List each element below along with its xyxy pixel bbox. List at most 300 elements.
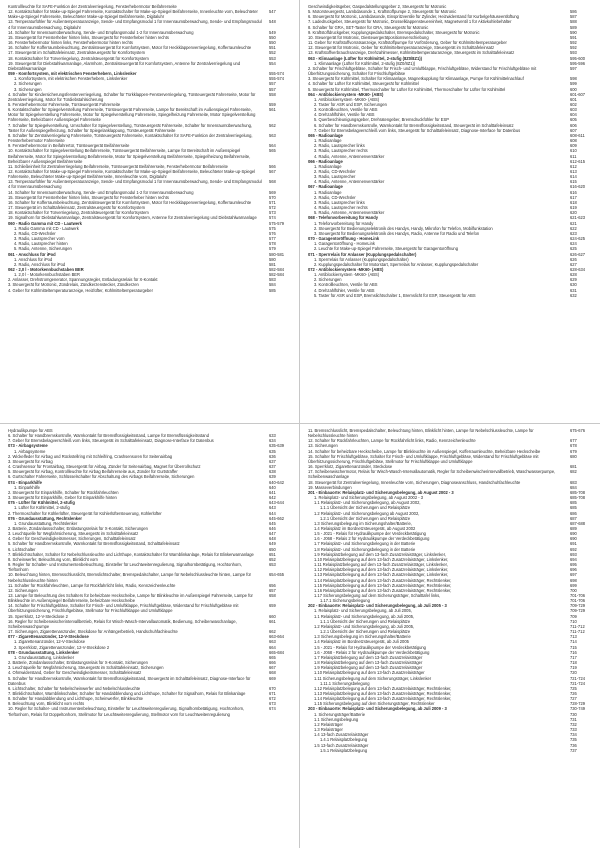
entry-text: 1.4.1 Relaisplatzbelegung [320,737,368,743]
entry-text: 1.17.1 Sicherungsbelegung [320,598,370,604]
entry-page-number: 690 [570,531,577,537]
entry-page-number: 576 [269,230,276,236]
entry-page-number: 634 [269,438,276,444]
entry-text: 3. Kontrollleuchten, Ventile für ABS [314,282,378,288]
entry-text: 6. Steuergerät für Motronic, Lambdasonde, Einspritzventile für Zylinder, Heizwiderstand für Kurbelgehäuseentlüftung [308,14,519,20]
index-entry [8,706,291,716]
entry-text: 2. Thermoschalter für Kühlerlüfter, Steuergerät für Kühlerlüftersteuerung, Kühlerlüfter [8,510,162,516]
entry-text: 3. Radio, Lautsprecher [314,174,356,180]
entry-text: 1.1.1 Übersicht der Sicherungen und Relaisplätze [320,505,411,511]
entry-page-number: 645-662 [269,515,285,521]
entry-page-number: 552 [269,50,276,56]
entry-page-number: 582-584 [269,266,285,272]
entry-text: 1.17 Sicherungsbelegung auf dem Sicherungsträger, Schalttafel links, [314,593,441,598]
entry-page-number: 593 [570,50,577,56]
entry-text: 1. Einparkhilfe [14,484,40,490]
entry-page-number: 665 [269,654,276,660]
entry-text: 4. Drehzahlfühler, Ventile für ABS [314,287,375,293]
entry-page-number: 601-607 [570,91,586,97]
entry-page-number: 554 [269,60,276,66]
entry-text: 13. Temperaturfühler für Außentemperaturanzeige, Sende- und Empfangsmodul 1 für Innenraumüberwachung, Sende- und Empfangsmodul 4 für Innenraumüberwachung [8,179,262,190]
entry-text: 3. Steuergerät für Kühlmittel, Schalter für Klimaanlage, Magnetkupplung für Klimaanlage, Pumpe für Kühlmittelnachlauf [308,76,524,82]
entry-text: 13. Lampe für Beleuchtung des Schalters für beheizbare Heckscheibe, Lampe für Blinkleuchte im Außenspiegel Fahrerseite, Lampe für Blinkleuchte im Außenspiegel Beifahrerseite, beheizbare Heckscheibe [8,593,253,604]
entry-text: 2. Radio, Anschluss für iPod [14,261,66,267]
entry-page-number: 632 [570,292,577,298]
entry-page-number: 694 [570,556,577,562]
entry-page-number: 698 [570,577,577,583]
entry-page-number: 669 [269,675,276,681]
entry-page-number: 662 [269,629,276,635]
entry-page-number: 603 [570,107,577,113]
entry-page-number: 604 [570,112,577,118]
entry-page-number: 648 [269,536,276,542]
entry-text: 1. 2,0 l - Motorkennbuchstaben BER [14,272,80,278]
entry-text: 11. Bremsschlusslicht, Bremspedalschalter, Beleuchtung hinten, Blinklicht hinten, Lampe für Nebelschlussleuchte, Lampe für Nebelschlussleuchte hinten [308,428,534,439]
entry-page-number: 699 [570,582,577,588]
entry-text: 3. Steuergerät für Bedienungselektronik des Handys, Radio, Antenne für Radio und Telefon [314,230,480,236]
index-entry [308,469,592,479]
entry-page-number: 590 [570,29,577,35]
entry-page-number: 637 [269,458,276,464]
entry-page-number: 619 [570,205,577,211]
entry-page-number: 549 [269,29,276,35]
entry-text: 5. Radio, Antenne, Antennenverstärker [314,210,385,216]
entry-page-number: 562 [269,122,276,128]
entry-page-number: 653 [269,562,276,568]
entry-text: 2. Radio, CD-Wechsler [14,230,56,236]
entry-page-number: 592 [570,45,577,51]
index-entry [8,133,291,143]
entry-text: 1.2 Relaisträger [314,721,343,727]
index-entry [8,676,291,686]
entry-page-number: 684 [570,484,577,490]
entry-page-number: 689 [570,525,577,531]
index-entry [8,179,291,189]
entry-text: 4. Radio, Lautsprecher hinten [14,241,68,247]
entry-page-number: 695 [570,562,577,568]
entry-page-number: 686 [570,510,577,516]
entry-page-number: 650 [269,546,276,552]
entry-text: 1. Grundausstattung, Linkslenker [14,654,75,660]
entry-text: 2. Batterie, Zündanlassschalter, Entlastungsrelais für X-Kontakt, Sicherungen [8,525,148,531]
entry-page-number: 691 [570,541,577,547]
entry-page-number: 612-615 [570,158,586,164]
entry-page-number: 656 [269,582,276,588]
entry-text: 11. Schließeinheit für Zentralverriegelung Beifahrerseite, Türsteuergerät Beifahrerseite, Fensterhebermotor Beifahrerseite [8,163,228,169]
entry-text: 18. Kontaktschalter für Türverriegelung, Zentralsteuergerät für Komfortsystem [8,55,149,61]
entry-text: 15. Steuergerät für Fensterheber hinten links, Steuergerät für Fensterheber hinten rechts [8,194,169,200]
entry-page-number: 587 [570,14,577,20]
entry-page-number: 718 [570,660,577,666]
entry-page-number: 629 [570,277,577,283]
entry-text: 8. Schalter für GRA, SET-Taster für GRA, Steuergerät für Motronic [308,24,429,30]
entry-text: 5. Steuergerät für Kühlmittel, Thermoschalter für Lüfter für Kühlmittel, Thermoschalter für Lüfter für Kühlmittel [308,86,506,92]
entry-page-number: 720 [570,670,577,676]
entry-text: 5. Schalter für Handbremskontrolle, Warnkontakt für Bremsflüssigkeitsstand, Steuergerät im Schalttafeleinsatz, Diagnose-Interface für Datenbus [8,675,251,686]
entry-page-number: 659 [269,603,276,609]
entry-page-number: 642 [269,495,276,501]
entry-text: 2. Steuergerät für Bedienungselektronik des Handys, Handy, Mikrofon für Telefon, Mobilfunkstation [314,225,493,231]
entry-text: 4. Radio, Antenne, Antennenverstärker [314,153,385,159]
entry-page-number: 687 [570,515,577,521]
entry-page-number: 657 [269,587,276,593]
entry-page-number: 701-706 [570,593,586,598]
entry-page-number: 611 [570,153,577,159]
entry-page-number: 700 [570,587,577,593]
index-entry [8,593,291,603]
entry-page-number: 548 [269,19,276,25]
entry-page-number: 616 [570,189,577,195]
entry-text: 16. Schalter für Kofferraumbeleuchtung, Zentralsteuergerät für Komfortsystem, Motor für Heckklappenverriegelung, Kofferraumleuchte [8,45,252,51]
entry-text: 1. Radioanlage [314,189,342,195]
entry-text: 2. Anlasser, Drehstromgenerator, Spannungsregler, Entladungsrelais für X-Kontakt [8,277,158,283]
entry-page-number: 561 [269,107,276,113]
entry-page-number: 685 [570,500,577,506]
entry-text: 1.7 Relaisplatz- und Sicherungsbelegung in der Batterie [314,541,416,547]
entry-page-number: 726 [570,690,577,696]
entry-text: 1. Antiblockiersystem -MK60- (ABS) [314,272,380,278]
entry-text: 1. Airbagsysteme [14,448,46,454]
entry-page-number: 660 [269,613,276,619]
entry-page-number: 613 [570,169,577,174]
entry-page-number: 575-579 [269,220,285,226]
entry-text: 12. Kontaktschalter für Make-up-Spiegel Fahrerseite, Kontaktschalter für Make-up-Spiegel Beifahrerseite, Innenleuchte vorn, Beleuchteter Make-up-Spiegel Fahrerseite, Beleuchteter Make-up-Spiegel Beifahrerseite, Digitaluhr [8,9,258,20]
entry-text: 15. Schalter für Frischluftgebläse, Schalter für Frisch- und Umluftklappe, Frischluftgebläse, Widerstand für Frischluftgebläse mit Überhitzungssicherung, Frischluftgebläse, Stellmotor für Frischluftklappe und Umluftklappe [308,453,539,464]
entry-text: 15. Sperrklotz, 12-V-Steckdose 2 [8,613,68,619]
entry-page-number: 557 [269,86,276,92]
entry-text: 4. Drehzahlfühler, Ventile für ABS [314,112,375,118]
entry-text: 8. Scheinwerfer, Beleuchtung vorn, Blinklicht vorn [8,556,98,562]
entry-text: 6. Schalter für Handbremskontrolle, Warnkontakt für Bremsflüssigkeitsstand, Lampe für Bremsflüssigkeitsstand [8,433,209,439]
quadrant-top-left [0,0,300,424]
entry-page-number: 710 [570,618,577,624]
entry-text: 1.14 Relaisplatzbelegung auf dem 13-fach Zusatzrelaisträger, Rechtslenker, [314,696,452,702]
quadrant-bottom-left [0,424,300,848]
entry-text: 10. Regler für Schalter- und Instrumentenbeleuchtung, Einsteller für Leuchtweitenregulierung, Signalhornbetätigung, Hochtonhorn, Tieftonhorn, Relais für Doppeltonhorn, Stellmotor für Leuchtweitenregulierung, Stellmotor vorn für Leuchtweitenregulierung [8,706,245,717]
entry-page-number: 674 [269,706,276,712]
entry-page-number: 578 [269,241,276,247]
entry-page-number: 612 [570,163,577,169]
entry-text: 1.15 Relaisplatzbelegung auf dem 13-fach Zusatzrelaisträger, Rechtslenker, [314,582,452,588]
entry-page-number: 628 [570,272,577,278]
entry-page-number: 628-634 [570,266,586,272]
entry-text: 2. Batterie, Zündanlassschalter, Entlastungsrelais für X-Kontakt, Sicherungen [8,660,148,666]
entry-text: 17. Steuergerät im Schalttafeleinsatz, Zentralsteuergerät für Komfortsystem [8,205,145,211]
entry-text: 1.13 Relaisplatzbelegung auf dem 13-fach Zusatzrelaisträger, Linkslenker, [314,572,449,578]
entry-text: 6. Gurtschalter Fahrerseite, Schlüsselschalter für Abschaltung des Airbags Beifahrerseite, Sicherungen [8,474,195,480]
entry-text: 16. Sperrklotz, Zigarettenanzünder, Steckdose [308,464,393,470]
entry-page-number: 730-749 [570,706,586,712]
entry-text: 1.2 Relaisplatz- und Sicherungsbelegung ab August 2002, [314,510,420,516]
entry-text: 3. Radio, Lautsprecher links [314,199,365,205]
quadrant-top-right [300,0,600,424]
entry-page-number: 581 [269,261,276,267]
entry-page-number: 709-729 [570,603,586,609]
entry-text: 078 - Grundausstattung, Linkslenker [8,649,79,655]
entry-page-number: 582-584 [269,272,285,278]
entry-text: 10. Beleuchtung hinten, Bremsschlusslicht, Bremslichtschalter, Bremspedalschalter, Lampe für Nebelschlussleuchte hinten, Lampe für Nebelschlussleuchte hinten [8,572,252,583]
entry-page-number: 601 [570,96,577,102]
index-entry [8,107,291,122]
entry-page-number: 731 [570,716,577,722]
entry-text: 1. Radio Gamma mit CD - Lautwerk [14,225,79,231]
entry-text: 7. Geber für Bremsbelagverschleiß vorn links, Steuergerät für Schalttafeleinsatz, Diagnose-Interface für Datenbus [314,127,521,133]
entry-text: 14. Schalter für beheizbare Heckscheibe, Lampe für Blinkleuchte im Außenspiegel, Kofferraumleuchte, Beheizbare Heckscheibe [308,448,541,454]
entry-page-number: 617 [570,194,577,200]
entry-page-number: 673 [269,701,276,707]
entry-text: 077 - Zigarettenanzünder, 12-V-Steckdose [8,634,89,640]
entry-text: 3. Radio, Lautsprecher rechts [314,148,368,154]
entry-text: 1.15 Sicherungsbelegung auf dem Sicherungsträger, Rechtslenker [314,701,435,707]
index-entry [8,572,291,582]
entry-page-number: 624-625 [570,236,586,242]
entry-text: 12. Kontaktschalter für Make-up-Spiegel Fahrerseite, Kontaktschalter für Make-up-Spiegel Beifahrerseite, Beleuchteter Make-up-Spiegel Fahrerseite, Beleuchteter Make-up-Spiegel Beifahrerseite, Innenleuchte vorn, Digitaluhr [8,169,256,180]
entry-page-number: 639 [269,474,276,480]
entry-text: 1.10 Relaisplatzbelegung auf dem 13-fach Zusatzrelaisträger [314,670,425,676]
entry-page-number: 592 [570,40,577,46]
quadrant-bottom-right [300,424,600,848]
entry-page-number: 652 [269,556,276,562]
entry-page-number: 627 [570,261,577,267]
entry-text: 1.3 Sicherungsbelegung im Sicherungshalter/Batterie, [314,520,412,526]
entry-page-number: 685-708 [570,495,586,501]
entry-page-number: 600 [570,86,577,92]
entry-text: 18. Kontaktschalter für Türverriegelung, Zentralsteuergerät für Komfortsystem [8,210,149,216]
entry-page-number: 605 [570,117,577,123]
entry-text: 1.11 Sicherungsbelegung auf dem Sicherungsträger, Linkslenker [314,675,432,681]
entry-text: 063 - Klimaanlage (Lüfter für Kühlmittel, 2-stufig (8Z0/8Z1)) [308,55,422,61]
entry-text: 8. Schalter für Zentralverriegelung Fahrerseite, Türsteuergerät Fahrerseite, Kontaktschalter für SAFE-Funktion der Zentralverriegelung, Fensterhebermotor Fahrerseite [8,132,253,144]
index-entry [308,66,592,76]
entry-page-number: 547 [269,9,276,15]
entry-page-number: 610 [570,148,577,154]
index-entry [308,293,592,298]
entry-text: 7. Geber für Bremsbelagverschleiß vorn links, Steuergerät im Schalttafeleinsatz, Diagnose-Interface für Datenbus [8,438,214,444]
entry-text: 5. Steuergerät für Airbag, Kontrollleuchte für Airbag Beifahrerseite aus, Zünder für Gurtstraffer [8,469,178,475]
entry-text: 2. Taster für ASR und ESP, Sicherungen [314,101,387,107]
entry-page-number: 711-712 [570,623,585,629]
entry-page-number: 683 [570,479,577,485]
entry-page-number: 633 [269,433,276,439]
entry-text: 17. Sicherungen, Zigarettenanzünder, Steckdose für Anhängerbetrieb, Handschuhfachleuchte [8,629,178,635]
entry-text: 1.1 Relaisplatz- und Sicherungsbelegung, ab August 2002, [314,500,421,506]
entry-text: 4. Geber für Kühlmitteltemperaturanzeige, Heizlüfter, Kühlmitteltemperaturgeber [8,287,153,293]
entry-page-number: 714 [570,639,577,645]
entry-page-number: 675-676 [570,428,586,433]
entry-text: 4. Crashsensor für Frontairbag, Steuergerät für Airbag, Zünder für Seitenairbag, Magnet für Überrollschutz [8,464,201,470]
entry-text: 18. Steuergerät für Zentralverriegelung, Innenleuchte vorn, Sicherungen, Diagnoseanschluss, Handschuhfachleuchte [308,479,521,485]
entry-text: 16. Schalter für Kofferraumbeleuchtung, Zentralsteuergerät für Komfortsystem, Motor für Heckklappenverriegelung, Kofferraumleuchte [8,199,252,205]
entry-page-number: 551 [269,45,276,51]
entry-text: 1.6 - J068 - Relais 2 für Hydraulikpumpe der Verdeckbetätigung [314,649,430,655]
entry-page-number: 568 [269,179,276,185]
entry-text: 059 - Komfortsystem, mit elektrischen Fensterhebern, Linkslenker [8,71,137,77]
entry-text: 1. Zigarettenanzünder, 12-V-Steckdose [14,639,86,645]
entry-page-number: 570 [269,194,276,200]
entry-text: 1.5 - J021 - Relais für Hydraulikpumpe der Verdeckbetätigung [314,531,426,537]
entry-text: 065 - Radioanlage [308,132,343,138]
entry-page-number: 635-639 [269,443,285,449]
index-entry [8,148,291,163]
entry-page-number: 579 [269,246,276,252]
entry-text: 17. Scheibenwischermotor, Relais für Wisch-Wasch-Intervallautomatik, Regler für Scheibenwischerintervallbetrieb, Waschwasserpumpe, Scheibenwaschanlage [308,469,556,480]
entry-page-number: 620 [570,210,577,216]
entry-page-number: 721-724 [570,675,586,681]
entry-text: 6. Schalter für Handbremskontrolle, Warnkontakt für Bremsflüssigkeitsstand, Steuergerät im Schalttafeleinsatz [314,122,514,128]
entry-page-number: 598 [570,76,577,82]
entry-page-number: 713 [570,634,577,640]
entry-text: 4. Radio, Lautsprecher rechts [314,205,368,211]
entry-text: 202 - Einbauorte: Relaisplatz- und Sicherungsbelegung, ab Juli 2005 - 3 [308,603,447,609]
entry-text: 073 - Airbagsysteme [8,443,48,449]
entry-text: 4. Ohmwiderstand, Geber für Geschwindigkeitsmesser, Schalttafeleinsatz [8,670,142,676]
entry-page-number: 597 [570,65,577,71]
entry-page-number: 670 [269,685,276,691]
entry-text: 5. Taster für ASR und ESP, Bremslichtschalter 1, Bremslicht für ESP, Steuergerät für ABS [314,292,476,298]
entry-text: 10. Kontaktschalter für Spiegelverstellung Beifahrerseite, Türsteuergerät Beifahrerseite, Lampe für Bereitschaft im Außenspiegel Beifahrerseite, Motor für Spiegelverstellung Beifahrerseite, Motor für Spiegelverstellung Beifahrerseite, Spiegelheizung Beifahrerseite, Beheizbarer Außenspiegel Beifahrerseite [8,148,251,164]
entry-text: 1. Radioanlage [314,138,342,144]
entry-text: 2. Kupplungspedalschalter für Motorstart, Sperrrelais für Anlasser, Kupplungspedalschalter [314,261,479,267]
index-entry [308,454,592,464]
entry-page-number: 733 [570,727,577,733]
entry-page-number: 559 [269,101,276,107]
entry-text: 3. Leuchtquelle für Wegfahrsicherung, Steuergerät im Schalttafeleinsatz, Sicherungen [8,665,164,671]
entry-text: 1. Relaisplatz- und Sicherungsbelegung, ab August 2002 - 3 [314,495,424,501]
entry-page-number: 580 [269,256,276,262]
entry-page-number: 571 [269,199,276,205]
entry-page-number: 651 [269,551,276,557]
entry-text: 3. Steuergerät für Einparkhilfe, Geber für Einparkhilfe hinten [8,495,117,501]
entry-page-number: 637 [269,464,276,470]
entry-page-number: 644 [269,510,276,516]
entry-text: 1.12 Relaisplatzbelegung auf dem 13-fach Zusatzrelaisträger, Rechtslenker, [314,685,452,691]
entry-page-number: 550 [269,40,276,46]
entry-text: 13. Kraftstoffverbrauchsanzeige, Drehzahlmesser, Kühlmitteltemperaturanzeige, Steuergerät im Schalttafeleinsatz [308,50,515,56]
entry-text: 1. Sicherungsträger/Batterie [314,711,365,717]
entry-page-number: 586 [570,9,577,15]
entry-text: 19. Masseverbindungen [308,484,352,490]
entry-text: 1. Radioanlage [314,163,342,169]
entry-text: 1.2.1 Übersicht der Sicherungen und Relaisplätze [320,629,411,635]
entry-text: 15. Steuergerät für Fensterheber hinten links, Steuergerät für Fensterheber hinten rechts [8,34,169,40]
entry-page-number: 588 [570,19,577,25]
entry-page-number: 725 [570,685,577,691]
entry-text: 3. Kontrollleuchten, Ventile für ABS [314,107,378,113]
entry-page-number: 667 [269,665,276,671]
entry-text: 4. Schalter für Kindersicherungsfensterverriegelung, Schalter für Türkklappen-Fensterverriegelung, Türsteuergerät Fahrerseite, Motor für Zentralverriegelung, Motor für Türdiebstahlsicherung [8,91,256,102]
entry-page-number: 682 [570,469,577,475]
entry-text: 061 - Anschluss für iPod [8,251,56,257]
entry-page-number: 647 [269,531,276,537]
entry-page-number: 664 [269,644,276,650]
entry-page-number: 640-642 [269,479,285,485]
entry-page-number: 663-664 [269,634,285,640]
entry-text: 3. Steuergerät für Motronic, Zündrelais, Zündkerzenstecker, Zündkerzen [8,282,139,288]
entry-text: 2. Sperrklotz, Zigarettenanzünder, 12-V-Steckdose 2 [14,644,110,650]
entry-page-number: 599 [570,81,577,87]
entry-page-number: 716 [570,649,577,655]
entry-page-number: 595-596 [570,60,586,66]
entry-text: 2. Sicherungen [14,81,42,87]
entry-page-number: 646 [269,525,276,531]
entry-text: 19. Signalhorn für Diebstahlwarnanlage, Zentralsteuergerät für Komfortsystem, Antenne für Zentralverriegelung und Diebstahlwarnanlage [8,215,257,221]
entry-page-number: 584 [269,282,276,288]
entry-page-number: 709-729 [570,608,586,614]
entry-text: 2. Radio, Lautsprecher links [314,143,365,149]
entry-text: 3. Radio, Lautsprecher vorn [14,236,65,242]
entry-page-number: 589 [570,24,577,30]
entry-text: 1. Relaisplatz- und Sicherungsbelegung, ab Juli 2005, [314,608,412,614]
entry-page-number: 709 [570,613,577,619]
entry-page-number: 609 [570,143,577,149]
entry-page-number: 668 [269,670,276,676]
entry-page-number: 621-623 [570,215,586,221]
entry-text: Kontrollleuchte für SAFE-Funktion der Zentralverriegelung, Fensterhebermotor Beifahrerseite [8,4,177,9]
entry-text: 13. Sicherungen [308,443,338,449]
entry-page-number: 732 [570,721,577,727]
entry-page-number: 615 [570,179,577,185]
entry-text: 4. Schalter für Lüfter für Kühlmittel, Steuergerät für Kühlmittel [308,81,419,87]
entry-page-number: 736 [570,742,577,748]
entry-page-number: 569 [269,189,276,195]
entry-text: 1. Lüfter für Kühlmittel, 2-stufig [14,505,70,511]
entry-text: 8. Schalter für Handabblendung und Lichthupe, Scheinwerfer, Blinkleuchte [8,696,143,702]
entry-page-number: 575 [269,225,276,231]
entry-text: 070 - Garagentoröffnung - HomeLink [308,236,380,242]
entry-text: 1. Anschluss für iPod [14,256,53,262]
entry-text: 1.12 Relaisplatzbelegung auf dem 13-fach Zusatzrelaisträger, Linkslenker, [314,567,449,573]
index-entry [8,619,291,629]
entry-page-number: 626-627 [570,251,586,257]
entry-text: 14. Schalter für Innenraumüberwachung, Sende- und Empfangsmodul 1-2 für Innenraumüberwachung [8,29,194,35]
entry-text: 9. Beleuchtung vorn, Blinklicht vorn rechts [8,701,85,707]
entry-page-number: 635 [269,448,276,454]
entry-page-number: 631 [570,287,577,293]
entry-page-number: 591 [570,34,577,40]
entry-text: Hydraulikpumpe für ABS [8,428,53,433]
entry-text: 5. Fensterhebermotor Fahrerseite, Türsteuergerät Fahrerseite [8,101,121,107]
entry-page-number: 645 [269,520,276,526]
entry-text: 2. Sicherungen [314,277,342,283]
entry-page-number: 555-574 [269,71,285,77]
entry-text: 2. Wickelfeder für Airbag und Rückstellring mit Schleifring, Crashsensoren für Seitenairbag [8,453,173,459]
entry-page-number: 734 [570,732,577,738]
entry-text: 1.9 Relaisplatzbelegung auf dem 13-fach Zusatzrelaisträger, Linkslenker, [314,551,446,557]
entry-text: 9. Fensterhebermotor in Beifahrertür, Türsteuergerät Beifahrerseite [8,143,130,149]
entry-page-number: 606 [570,122,577,128]
entry-text: 066 - Radioanlage [308,158,343,164]
entry-page-number: 553 [269,55,276,61]
entry-text: 5. Motorsteuergerät, Lambdasonde 1, Kraftstoffpumpe 2, Steuergerät für Motronic [308,9,457,15]
index-entry [8,169,291,179]
entry-page-number: 721-724 [570,680,586,686]
entry-page-number: 567 [269,169,276,174]
entry-page-number: 680 [570,453,577,459]
entry-page-number: 640 [269,484,276,490]
entry-page-number: 602 [570,101,577,107]
entry-page-number: 626 [570,256,577,262]
entry-page-number: 607 [570,127,577,133]
entry-text: 1.1.1 Übersicht der Sicherungen und Relaisplätze [320,618,411,624]
entry-text: 2. Radio, CD-Wechsler [314,169,356,174]
index-entry [8,61,291,71]
entry-page-number: 717 [570,654,577,660]
entry-page-number: 661 [269,618,276,624]
entry-text: 17. Steuergerät im Schalttafeleinsatz, Zentralsteuergerät für Komfortsystem [8,50,145,56]
entry-text: 1.8 Relaisplatzbelegung auf dem 13-fach Zusatzrelaisträger [314,660,423,666]
entry-text: 1.6 - J068 - Relais 2 für Hydraulikpumpe der Verdeckbetätigung [314,536,430,542]
entry-page-number: 638 [269,469,276,475]
